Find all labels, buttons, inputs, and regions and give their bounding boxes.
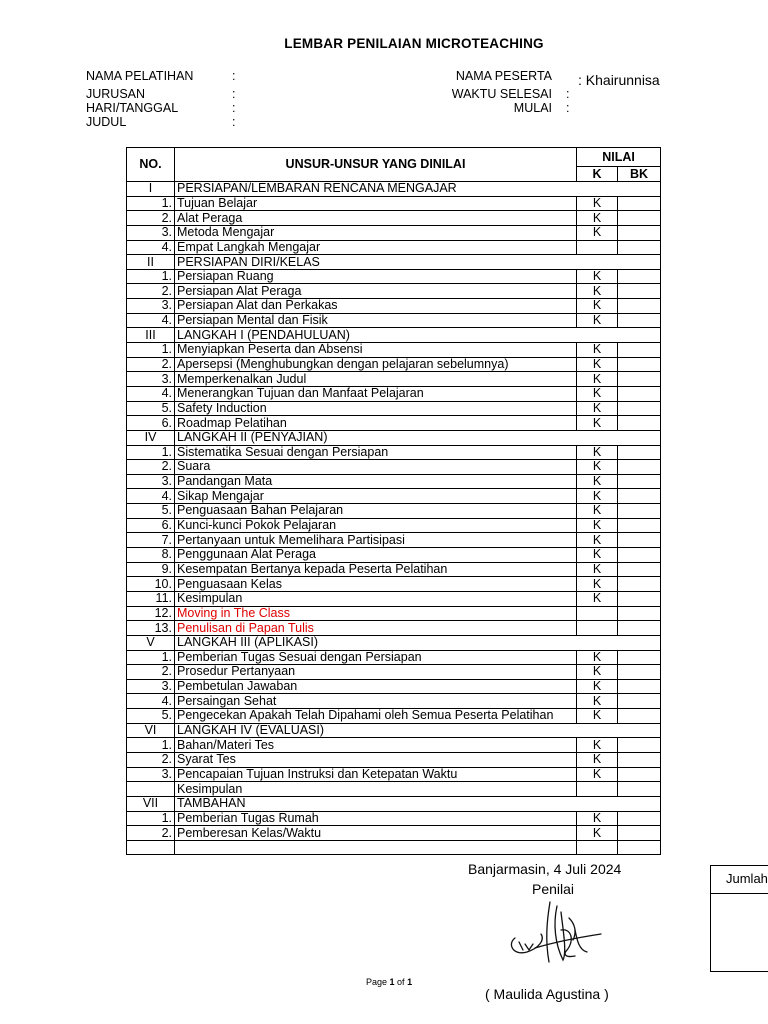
row-number: 5. [127, 504, 175, 519]
row-number: 6. [127, 416, 175, 431]
header-nilai: NILAI [577, 148, 661, 167]
table-row [127, 269, 661, 284]
score-k: K [577, 269, 618, 284]
score-bk [618, 562, 661, 577]
colon: : [232, 69, 236, 83]
criterion-text [175, 840, 577, 855]
score-k: K [577, 694, 618, 709]
score-bk [618, 211, 661, 226]
score-k: K [577, 709, 618, 724]
criterion-text: Menyiapkan Peserta dan Absensi [175, 343, 577, 358]
score-k: K [577, 591, 618, 606]
score-bk [618, 474, 661, 489]
score-bk [618, 665, 661, 680]
criterion-text: Apersepsi (Menghubungkan dengan pelajaran sebelumnya) [175, 357, 577, 372]
criterion-text: Pemberesan Kelas/Waktu [175, 826, 577, 841]
score-k: K [577, 826, 618, 841]
score-k: K [577, 343, 618, 358]
table-row [127, 709, 661, 724]
row-number: 3. [127, 679, 175, 694]
score-k: K [577, 313, 618, 328]
section-title: PERSIAPAN DIRI/KELAS [175, 255, 661, 270]
header-k: K [577, 167, 618, 182]
criterion-text: Metoda Mengajar [175, 225, 577, 240]
penilai-label: Penilai [532, 881, 575, 897]
criterion-text: Alat Peraga [175, 211, 577, 226]
score-k: K [577, 767, 618, 782]
label-nama-pelatihan: NAMA PELATIHAN [86, 69, 194, 83]
score-k: K [577, 752, 618, 767]
row-number: 6. [127, 518, 175, 533]
criterion-text: Persiapan Mental dan Fisik [175, 313, 577, 328]
row-number: VII [127, 796, 175, 811]
table-row [127, 460, 661, 475]
score-k [577, 782, 618, 797]
row-number: 5. [127, 709, 175, 724]
score-bk [618, 606, 661, 621]
score-bk [618, 738, 661, 753]
row-number: II [127, 255, 175, 270]
criterion-text: Kesimpulan [175, 591, 577, 606]
score-k [577, 240, 618, 255]
score-bk [618, 343, 661, 358]
table-row [127, 357, 661, 372]
table-row [127, 489, 661, 504]
colon: : [232, 115, 236, 129]
table-row [127, 548, 661, 563]
row-number: 12. [127, 606, 175, 621]
label-mulai: MULAI [513, 101, 552, 115]
score-bk [618, 577, 661, 592]
criterion-text: Penggunaan Alat Peraga [175, 548, 577, 563]
criterion-text: Penulisan di Papan Tulis [175, 621, 577, 636]
criterion-text: Penguasaan Bahan Pelajaran [175, 504, 577, 519]
criterion-text: Persiapan Alat Peraga [175, 284, 577, 299]
score-bk [618, 269, 661, 284]
table-row [127, 533, 661, 548]
table-row [127, 679, 661, 694]
table-row [127, 738, 661, 753]
score-bk [618, 196, 661, 211]
jumlah-box [710, 865, 768, 972]
table-row [127, 811, 661, 826]
row-number: 1. [127, 811, 175, 826]
row-number: 3. [127, 767, 175, 782]
criterion-text: Empat Langkah Mengajar [175, 240, 577, 255]
place-date: Banjarmasin, 4 Juli 2024 [468, 861, 622, 877]
score-k: K [577, 196, 618, 211]
score-bk [618, 284, 661, 299]
score-bk [618, 548, 661, 563]
criterion-text: Safety Induction [175, 401, 577, 416]
score-k: K [577, 650, 618, 665]
score-bk [618, 811, 661, 826]
row-number [127, 840, 175, 855]
nama-peserta-value: : Khairunnisa [578, 72, 660, 88]
score-bk [618, 679, 661, 694]
page-number: Page 1 of 1 [366, 977, 413, 987]
score-bk [618, 460, 661, 475]
criterion-text: Kesimpulan [175, 782, 577, 797]
assessment-table [126, 147, 661, 855]
table-row [127, 782, 661, 797]
table-body [127, 182, 661, 855]
table-row [127, 284, 661, 299]
colon: : [232, 101, 236, 115]
criterion-text: Sistematika Sesuai dengan Persiapan [175, 445, 577, 460]
table-row [127, 752, 661, 767]
score-bk [618, 313, 661, 328]
score-bk [618, 416, 661, 431]
row-number: III [127, 328, 175, 343]
score-bk [618, 386, 661, 401]
criterion-text: Memperkenalkan Judul [175, 372, 577, 387]
table-row [127, 694, 661, 709]
row-number: 9. [127, 562, 175, 577]
score-k: K [577, 284, 618, 299]
table-row [127, 386, 661, 401]
score-bk [618, 504, 661, 519]
score-bk [618, 225, 661, 240]
criterion-text: Suara [175, 460, 577, 475]
table-row [127, 328, 661, 343]
row-number: VI [127, 723, 175, 738]
criterion-text: Pembetulan Jawaban [175, 679, 577, 694]
colon: : [566, 87, 570, 101]
score-k: K [577, 386, 618, 401]
label-jurusan: JURUSAN [86, 87, 146, 101]
score-k: K [577, 504, 618, 519]
score-k: K [577, 518, 618, 533]
score-bk [618, 694, 661, 709]
table-row [127, 416, 661, 431]
score-k: K [577, 416, 618, 431]
criterion-text: Pencapaian Tujuan Instruksi dan Ketepatan Waktu [175, 767, 577, 782]
score-bk [618, 709, 661, 724]
score-bk [618, 240, 661, 255]
label-hari-tanggal: HARI/TANGGAL [86, 101, 179, 115]
criterion-text: Kesempatan Bertanya kepada Peserta Pelatihan [175, 562, 577, 577]
row-number: 2. [127, 826, 175, 841]
info-left [86, 69, 246, 131]
penilai-name: ( Maulida Agustina ) [485, 986, 609, 1002]
row-number: 5. [127, 401, 175, 416]
score-k: K [577, 460, 618, 475]
table-row [127, 635, 661, 650]
row-number: 1. [127, 650, 175, 665]
table-row [127, 826, 661, 841]
table-row [127, 445, 661, 460]
section-title: TAMBAHAN [175, 796, 661, 811]
criterion-text: Menerangkan Tujuan dan Manfaat Pelajaran [175, 386, 577, 401]
score-k [577, 621, 618, 636]
score-bk [618, 621, 661, 636]
info-right [440, 69, 580, 117]
header-no: NO. [127, 148, 175, 182]
row-number: 1. [127, 343, 175, 358]
score-bk [618, 518, 661, 533]
score-bk [618, 826, 661, 841]
score-bk [618, 299, 661, 314]
criterion-text: Syarat Tes [175, 752, 577, 767]
label-judul: JUDUL [86, 115, 127, 129]
header-unsur: UNSUR-UNSUR YANG DINILAI [175, 148, 577, 182]
criterion-text: Pertanyaan untuk Memelihara Partisipasi [175, 533, 577, 548]
label-nama-peserta: NAMA PESERTA [455, 69, 552, 83]
table-row [127, 650, 661, 665]
criterion-text: Pemberian Tugas Sesuai dengan Persiapan [175, 650, 577, 665]
row-number: 3. [127, 474, 175, 489]
row-number: 7. [127, 533, 175, 548]
score-k: K [577, 489, 618, 504]
score-k: K [577, 533, 618, 548]
section-title: LANGKAH II (PENYAJIAN) [175, 430, 661, 445]
score-bk [618, 752, 661, 767]
criterion-text: Pemberian Tugas Rumah [175, 811, 577, 826]
table-row [127, 182, 661, 197]
row-number: 4. [127, 694, 175, 709]
score-bk [618, 782, 661, 797]
row-number: IV [127, 430, 175, 445]
table-row [127, 504, 661, 519]
row-number: 1. [127, 445, 175, 460]
score-bk [618, 401, 661, 416]
criterion-text: Persiapan Ruang [175, 269, 577, 284]
row-number: 1. [127, 269, 175, 284]
row-number: 8. [127, 548, 175, 563]
section-title: LANGKAH I (PENDAHULUAN) [175, 328, 661, 343]
jumlah-label: Jumlah [711, 866, 768, 894]
table-row [127, 562, 661, 577]
row-number: 2. [127, 752, 175, 767]
row-number: 2. [127, 211, 175, 226]
score-k: K [577, 225, 618, 240]
score-bk [618, 489, 661, 504]
score-k: K [577, 738, 618, 753]
table-row [127, 796, 661, 811]
score-k: K [577, 679, 618, 694]
score-k: K [577, 445, 618, 460]
table-row [127, 343, 661, 358]
table-row [127, 665, 661, 680]
table-row [127, 767, 661, 782]
criterion-text: Sikap Mengajar [175, 489, 577, 504]
row-number: I [127, 182, 175, 197]
row-number: 4. [127, 313, 175, 328]
table-row [127, 225, 661, 240]
score-k [577, 606, 618, 621]
row-number: 11. [127, 591, 175, 606]
header-bk: BK [618, 167, 661, 182]
section-title: LANGKAH III (APLIKASI) [175, 635, 661, 650]
row-number: 3. [127, 372, 175, 387]
row-number: V [127, 635, 175, 650]
score-k: K [577, 562, 618, 577]
row-number: 13. [127, 621, 175, 636]
row-number: 1. [127, 196, 175, 211]
score-k: K [577, 299, 618, 314]
score-k: K [577, 577, 618, 592]
score-k: K [577, 401, 618, 416]
table-row [127, 255, 661, 270]
table-row [127, 401, 661, 416]
score-bk [618, 650, 661, 665]
table-row [127, 211, 661, 226]
criterion-text: Persaingan Sehat [175, 694, 577, 709]
table-row [127, 299, 661, 314]
score-bk [618, 372, 661, 387]
score-bk [618, 445, 661, 460]
criterion-text: Bahan/Materi Tes [175, 738, 577, 753]
table-row [127, 577, 661, 592]
table-row [127, 591, 661, 606]
criterion-text: Tujuan Belajar [175, 196, 577, 211]
row-number: 4. [127, 386, 175, 401]
row-number: 1. [127, 738, 175, 753]
row-number: 2. [127, 460, 175, 475]
row-number: 2. [127, 284, 175, 299]
colon: : [232, 87, 236, 101]
score-bk [618, 591, 661, 606]
table-row [127, 430, 661, 445]
row-number: 2. [127, 357, 175, 372]
table-row [127, 723, 661, 738]
table-row [127, 606, 661, 621]
score-k: K [577, 211, 618, 226]
row-number: 10. [127, 577, 175, 592]
row-number: 3. [127, 299, 175, 314]
criterion-text: Persiapan Alat dan Perkakas [175, 299, 577, 314]
score-k: K [577, 548, 618, 563]
colon: : [566, 101, 570, 115]
table-row [127, 313, 661, 328]
score-k: K [577, 474, 618, 489]
signature-image [505, 900, 615, 980]
score-k: K [577, 665, 618, 680]
criterion-text: Roadmap Pelatihan [175, 416, 577, 431]
criterion-text: Penguasaan Kelas [175, 577, 577, 592]
row-number: 3. [127, 225, 175, 240]
score-k: K [577, 357, 618, 372]
row-number [127, 782, 175, 797]
label-waktu-selesai: WAKTU SELESAI [451, 87, 552, 101]
score-bk [618, 533, 661, 548]
criterion-text: Pandangan Mata [175, 474, 577, 489]
table-row [127, 474, 661, 489]
score-bk [618, 840, 661, 855]
table-row [127, 840, 661, 855]
section-title: LANGKAH IV (EVALUASI) [175, 723, 661, 738]
table-row [127, 372, 661, 387]
row-number: 4. [127, 489, 175, 504]
score-k: K [577, 372, 618, 387]
criterion-text: Moving in The Class [175, 606, 577, 621]
table-row [127, 196, 661, 211]
score-k [577, 840, 618, 855]
score-k: K [577, 811, 618, 826]
criterion-text: Prosedur Pertanyaan [175, 665, 577, 680]
table-row [127, 240, 661, 255]
criterion-text: Pengecekan Apakah Telah Dipahami oleh Semua Peserta Pelatihan [175, 709, 577, 724]
score-bk [618, 767, 661, 782]
table-row [127, 518, 661, 533]
score-bk [618, 357, 661, 372]
section-title: PERSIAPAN/LEMBARAN RENCANA MENGAJAR [175, 182, 661, 197]
row-number: 2. [127, 665, 175, 680]
criterion-text: Kunci-kunci Pokok Pelajaran [175, 518, 577, 533]
page-title: LEMBAR PENILAIAN MICROTEACHING [284, 36, 544, 51]
table-row [127, 621, 661, 636]
row-number: 4. [127, 240, 175, 255]
